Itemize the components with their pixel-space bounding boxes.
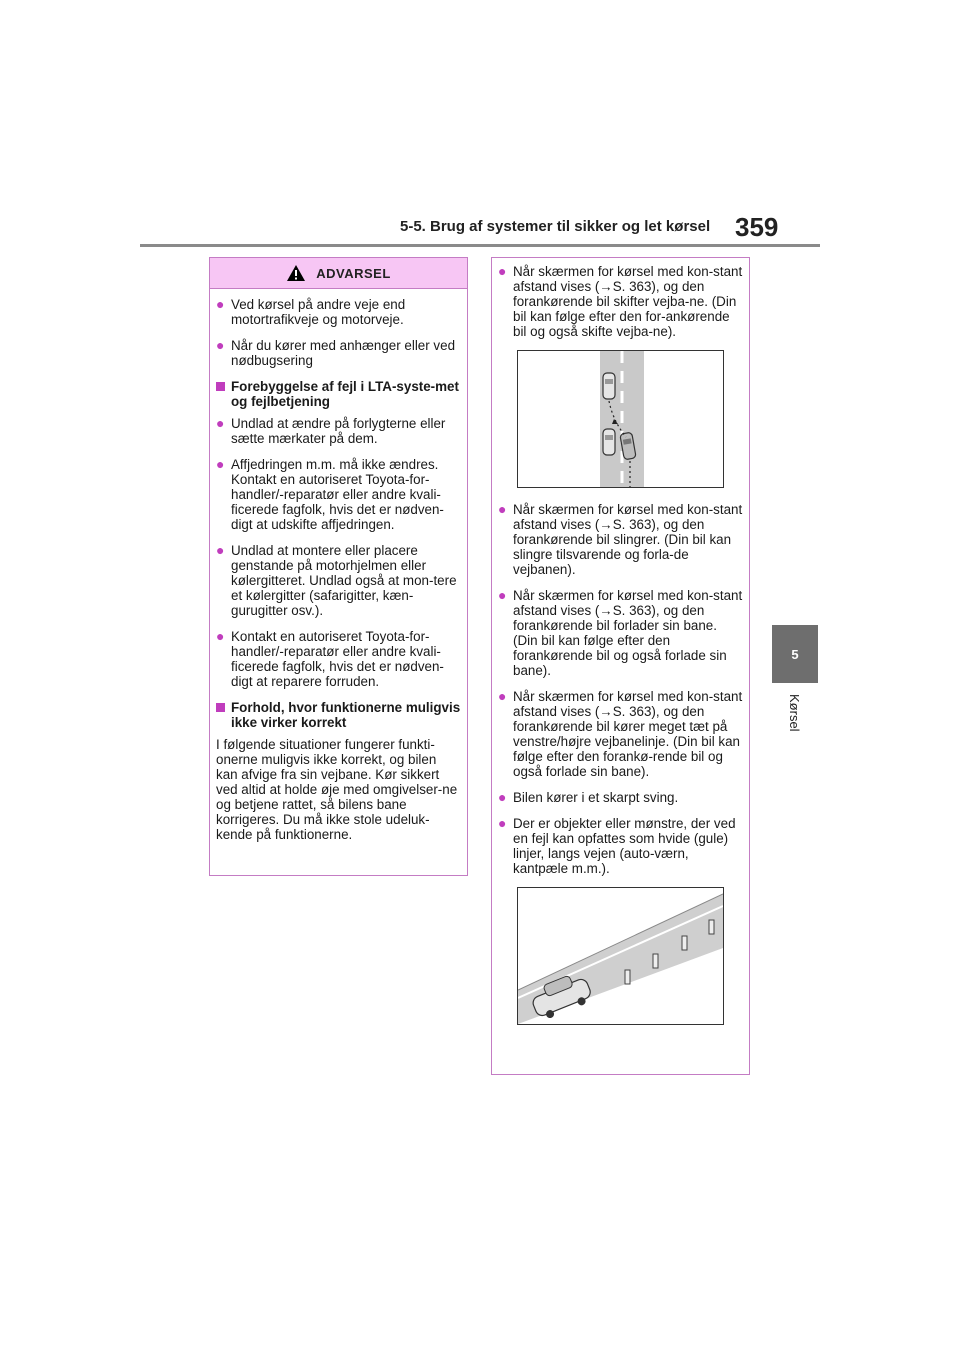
section-title: 5-5. Brug af systemer til sikker og let kørsel bbox=[400, 218, 711, 235]
chapter-tab: 5 bbox=[772, 625, 818, 683]
list-item: ● Affjedringen m.m. må ikke ændres. Kontakt en autoriseret Toyota-for-handler/-reparatør eller andre kvali-ficerede fagfolk, hvis det er nødven-digt at udskifte affjedringen. bbox=[216, 456, 444, 532]
header-divider bbox=[140, 244, 820, 247]
bullet-icon: ● bbox=[216, 456, 225, 472]
subheading: Forebyggelse af fejl i LTA-syste-met og fejlbetjening bbox=[216, 379, 461, 409]
bullet-icon: ● bbox=[498, 815, 507, 831]
bullet-icon: ● bbox=[216, 296, 225, 312]
square-bullet-icon bbox=[216, 379, 231, 409]
page-number: 359 bbox=[735, 212, 779, 242]
list-item: ● Undlad at montere eller placere genstande på motorhjelmen eller kølergitteret. Undlad også at mon-tere et kølergitter (safarigitter, kæn-gurugitter osv.). bbox=[216, 542, 457, 618]
bullet-icon: ● bbox=[216, 337, 225, 353]
bullet-icon: ● bbox=[216, 628, 225, 644]
bullet-icon: ● bbox=[498, 501, 507, 517]
list-item: ● Når skærmen for kørsel med kon-stant afstand vises (→S. 363), og den forankørende bil skifter vejba-ne. (Din bil kan følge efter den for-ankørende bil og også skifte vejba-ne). bbox=[498, 263, 743, 339]
list-item: ● Når du kører med anhænger eller ved nødbugsering bbox=[216, 337, 456, 368]
bullet-icon: ● bbox=[216, 542, 225, 558]
list-item: ● Undlad at ændre på forlygterne eller sætte mærkater på dem. bbox=[216, 415, 446, 446]
lane-change-illustration bbox=[517, 350, 724, 488]
list-item: ● Kontakt en autoriseret Toyota-for-handler/-reparatør eller andre kvali-ficerede fagfolk, hvis det er nødven-digt at reparere forruden. bbox=[216, 628, 444, 689]
square-bullet-icon bbox=[216, 700, 231, 730]
bullet-icon: ● bbox=[498, 587, 507, 603]
warning-title: ADVARSEL bbox=[316, 265, 391, 281]
list-item: ● Når skærmen for kørsel med kon-stant afstand vises (→S. 363), og den forankørende bil slingrer. (Din bil kan slingre tilsvarende og forla-de vejbanen). bbox=[498, 501, 743, 577]
warning-header bbox=[210, 258, 467, 289]
list-item: ● Når skærmen for kørsel med kon-stant afstand vises (→S. 363), og den forankørende bil kører meget tæt på venstre/højre vejbanelinje. (Din bil kan følge efter den forankø-rende bil og også forlade sin bane). bbox=[498, 688, 743, 779]
list-item: ● Bilen kører i et skarpt sving. bbox=[498, 789, 679, 805]
list-item: ● Ved kørsel på andre veje end motortrafikveje og motorveje. bbox=[216, 296, 406, 327]
roadside-posts-illustration bbox=[517, 887, 724, 1025]
continuation-box bbox=[491, 257, 750, 1075]
list-item: ● Der er objekter eller mønstre, der ved en fejl kan opfattes som hvide (gule) linjer, langs vejen (auto-værn, kantpæle m.m.). bbox=[498, 815, 736, 876]
warning-triangle-icon bbox=[286, 264, 306, 282]
bullet-icon: ● bbox=[216, 415, 225, 431]
bullet-icon: ● bbox=[498, 789, 507, 805]
bullet-icon: ● bbox=[498, 263, 507, 279]
list-item: ● Når skærmen for kørsel med kon-stant afstand vises (→S. 363), og den forankørende bil forlader sin bane. (Din bil kan følge efter den forankørende bil og også forlade sin bane). bbox=[498, 587, 743, 678]
subheading: Forhold, hvor funktionerne muligvis ikke virker korrekt bbox=[216, 700, 461, 730]
warning-box bbox=[209, 257, 468, 876]
body-paragraph: I følgende situationer fungerer funkti-onerne muligvis ikke korrekt, og bilen kan afvige fra sin vejbane. Kør sikkert ved altid at holde øje med omgivelser-ne og betjene rattet, så bilens bane korrigeres. Du må ikke stole udeluk-kende på funktionerne. bbox=[216, 737, 458, 842]
chapter-label: Kørsel bbox=[787, 694, 802, 732]
bullet-icon: ● bbox=[498, 688, 507, 704]
